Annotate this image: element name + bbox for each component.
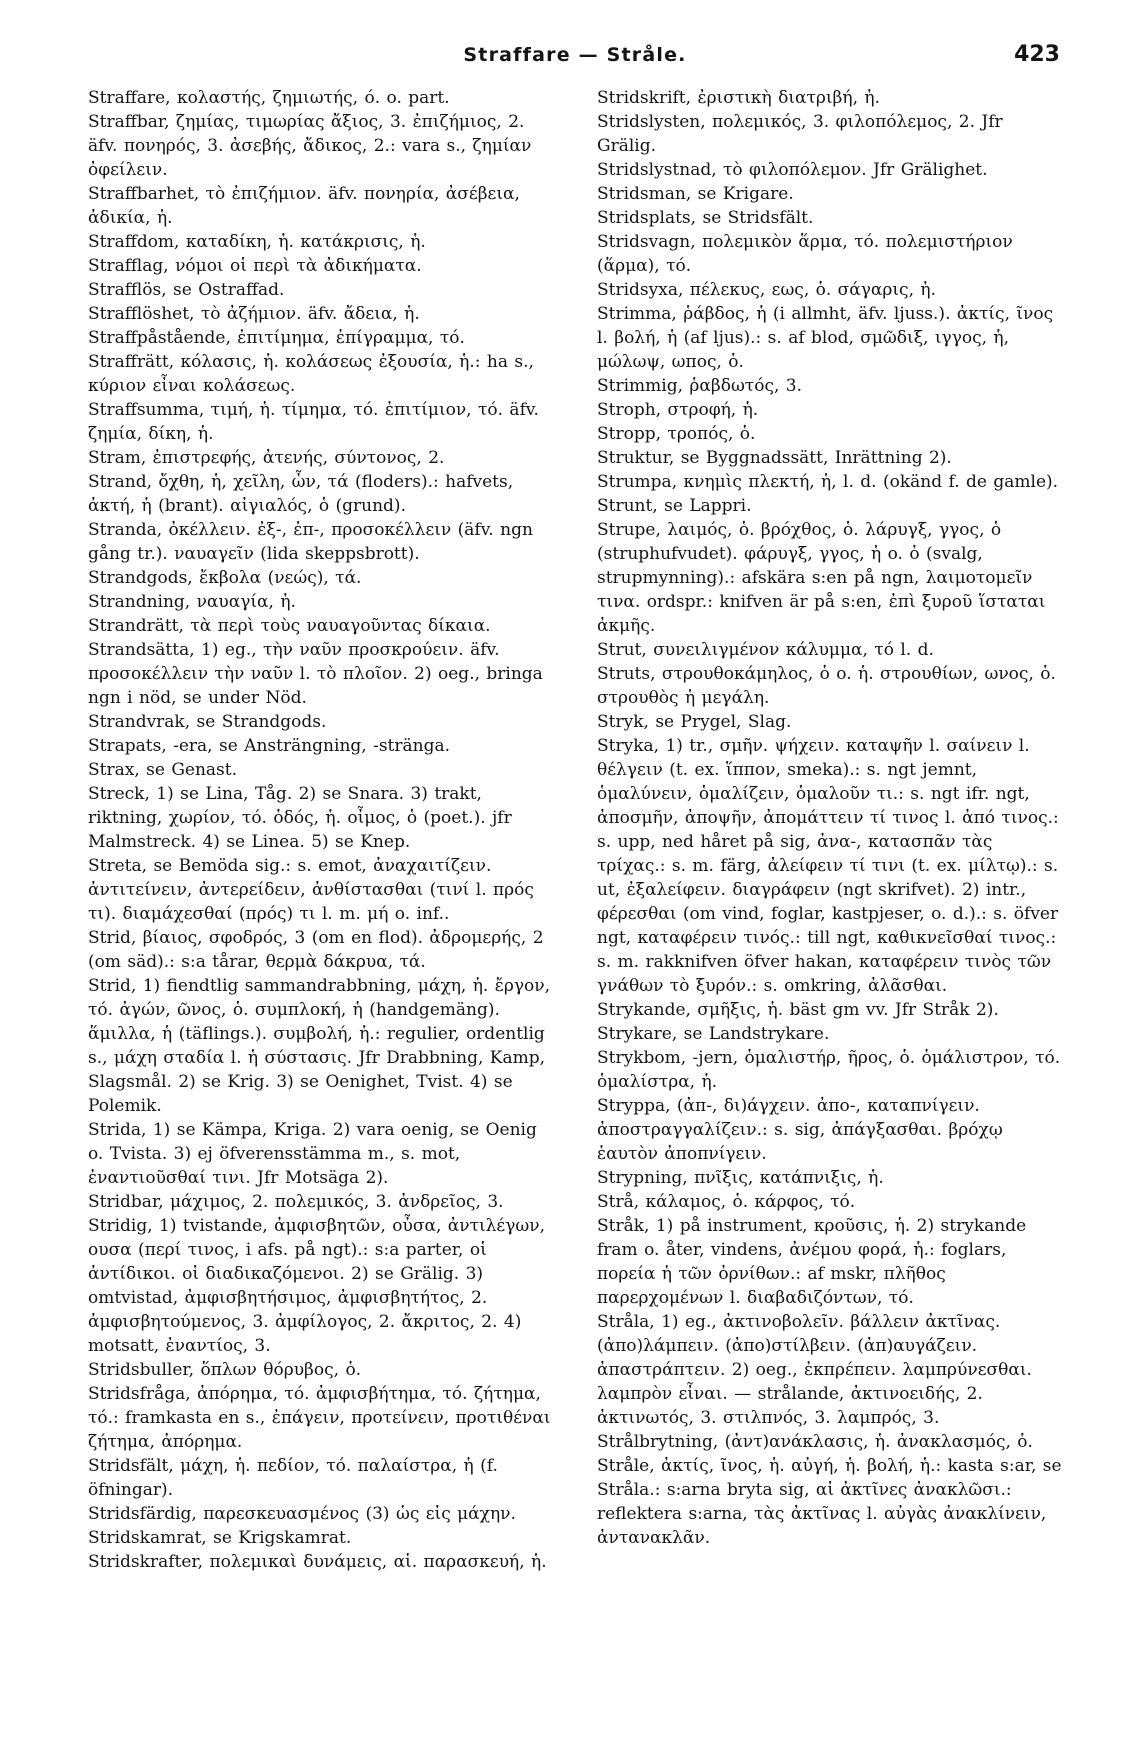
dictionary-entry: Strandrätt, τὰ περὶ τοὺς ναυαγοῦντας δίκαια. xyxy=(88,616,491,636)
dictionary-entry: Stridskrafter, πολεμικαὶ δυνάμεις, αἱ. παρασκευή, ἡ. xyxy=(88,1552,547,1572)
dictionary-entry: Strandgods, ἔκβολα (νεώς), τά. xyxy=(88,568,362,588)
dictionary-entry: Stråle, ἀκτίς, ῖνος, ἡ. αὐγή, ἡ. βολή, ἡ.: kasta s:ar, se Stråla.: s:arna bryta sig, αἱ ἀκτῖνες ἀνακλῶσι.: reflektera s:arna, τὰς ἀκτῖνας l. αὐγὰς ἀνακλίνειν, ἀντανακλᾶν. xyxy=(597,1456,1062,1548)
dictionary-entry: Strandvrak, se Strandgods. xyxy=(88,712,327,732)
dictionary-entry: Stryka, 1) tr., σμῆν. ψήχειν. καταψῆν l. σαίνειν l. θέλγειν (t. ex. ἵππον, smeka).: s. ngt jemnt, ὁμαλύνειν, ὁμαλίζειν, ὁμαλοῦν τι.: s. ngt ifr. ngt, ἀποσμῆν, ἀποψῆν, ἀπομάττειν τί τινος l. ἀπό τινος.: s. upp, ned håret på sig, ἀνα-, κατασπᾶν τὰς τρίχας.: s. m. färg, ἀλείφειν τί τινι (t. ex. μίλτῳ).: s. ut, ἐξαλείφειν. διαγράφειν (ngt skrifvet). 2) intr., φέρεσθαι (om vind, foglar, kastpjeser, o. d.).: s. öfver ngt, καταφέρειν τινός.: till ngt, καθικνεῖσθαί τινος.: s. m. rakknifven öfver hakan, καταφέρειν τινὸς τῶν γνάθων τὸ ξυρόν.: s. omkring, ἀλᾶσθαι. xyxy=(597,736,1059,996)
dictionary-entry: Strandsätta, 1) eg., τὴν ναῦν προσκρούειν. äfv. προσοκέλλειν τὴν ναῦν l. τὸ πλοῖον. 2) oeg., bringa ngn i nöd, se under Nöd. xyxy=(88,640,543,708)
dictionary-entry: Stryk, se Prygel, Slag. xyxy=(597,712,792,732)
dictionary-entry: Straffdom, καταδίκη, ἡ. κατάκρισις, ἡ. xyxy=(88,232,426,252)
dictionary-entry: Strid, βίαιος, σφοδρός, 3 (om en flod). ἀδρομερής, 2 (om säd).: s:a tårar, θερμὰ δάκρυα, τά. xyxy=(88,928,544,972)
dictionary-entry: Stridsplats, se Stridsfält. xyxy=(597,208,814,228)
dictionary-entry: Strykande, σμῆξις, ἡ. bäst gm vv. Jfr Stråk 2). xyxy=(597,1000,999,1020)
dictionary-entry: Struktur, se Byggnadssätt, Inrättning 2). xyxy=(597,448,952,468)
running-head: Straffare — Stråle. xyxy=(463,44,687,66)
dictionary-entry: Straffpåstående, ἐπιτίμημα, ἐπίγραμμα, τό. xyxy=(88,328,465,348)
dictionary-entry: Strid, 1) fiendtlig sammandrabbning, μάχη, ἡ. ἔργον, τό. ἀγών, ῶνος, ὁ. συμπλοκή, ἡ (handgemäng). ἅμιλλα, ἡ (täflings.). συμβολή, ἡ.: regulier, ordentlig s., μάχη σταδία l. ἡ σύστασις. Jfr Drabbning, Kamp, Slagsmål. 2) se Krig. 3) se Oenighet, Tvist. 4) se Polemik. xyxy=(88,976,550,1116)
dictionary-entry: Strimma, ῥάβδος, ἡ (i allmht, äfv. ljuss.). ἀκτίς, ῖνος l. βολή, ἡ (af ljus).: s. af blod, σμῶδιξ, ιγγος, ἡ, μώλωψ, ωπος, ὁ. xyxy=(597,304,1054,372)
dictionary-entry: Straffbar, ζημίας, τιμωρίας ἄξιος, 3. ἐπιζήμιος, 2. äfv. πονηρός, 3. ἀσεβής, ἄδικος, 2.: vara s., ζημίαν ὀφείλειν. xyxy=(88,112,532,180)
dictionary-entry: Streck, 1) se Lina, Tåg. 2) se Snara. 3) trakt, riktning, χωρίον, τό. ὁδός, ἡ. οἶμος, ὁ (poet.). jfr Malmstreck. 4) se Linea. 5) se Knep. xyxy=(88,784,512,852)
dictionary-entry: Strumpa, κνημὶς πλεκτή, ἡ, l. d. (okänd f. de gamle). xyxy=(597,472,1059,492)
dictionary-entry: Stridslystnad, τὸ φιλοπόλεμον. Jfr Grälighet. xyxy=(597,160,988,180)
dictionary-entry: Straffbarhet, τὸ ἐπιζήμιον. äfv. πονηρία, ἀσέβεια, ἀδικία, ἡ. xyxy=(88,184,520,228)
right-column xyxy=(597,86,1067,1550)
dictionary-entry: Strafflöshet, τὸ ἀζήμιον. äfv. ἄδεια, ἡ. xyxy=(88,304,420,324)
dictionary-entry: Strå, κάλαμος, ὁ. κάρφος, τό. xyxy=(597,1192,856,1212)
dictionary-entry: Strimmig, ῥαβδωτός, 3. xyxy=(597,376,802,396)
dictionary-entry: Straffsumma, τιμή, ἡ. τίμημα, τό. ἐπιτίμιον, τό. äfv. ζημία, δίκη, ἡ. xyxy=(88,400,539,444)
page-header xyxy=(90,40,1060,80)
dictionary-entry: Stridskrift, ἐριστικὴ διατριβή, ἡ. xyxy=(597,88,880,108)
dictionary-entry: Straffare, κολαστής, ζημιωτής, ό. o. part. xyxy=(88,88,450,108)
dictionary-entry: Stråk, 1) på instrument, κροῦσις, ἡ. 2) strykande fram o. åter, vindens, ἀνέμου φορά, ἡ.: foglars, πορεία ἡ τῶν ὀρνίθων.: af mskr, πλῆθος παρερχομένων l. διαβαδιζόντων, τό. xyxy=(597,1216,1027,1308)
dictionary-entry: Stridsfärdig, παρεσκευασμένος (3) ὡς εἰς μάχην. xyxy=(88,1504,516,1524)
dictionary-entry: Strand, ὄχθη, ἡ, χεῖλη, ὧν, τά (floders).: hafvets, ἀκτή, ἡ (brant). αἰγιαλός, ὁ (grund). xyxy=(88,472,514,516)
dictionary-entry: Stridsyxa, πέλεκυς, εως, ὁ. σάγαρις, ἡ. xyxy=(597,280,936,300)
dictionary-entry: Strida, 1) se Kämpa, Kriga. 2) vara oenig, se Oenig o. Tvista. 3) ej öfverensstämma m., s. mot, ἐναντιοῦσθαί τινι. Jfr Motsäga 2). xyxy=(88,1120,537,1188)
dictionary-entry: Strykare, se Landstrykare. xyxy=(597,1024,830,1044)
dictionary-entry: Struts, στρουθοκάμηλος, ὁ o. ἡ. στρουθίων, ωνος, ὁ. στρουθὸς ἡ μεγάλη. xyxy=(597,664,1056,708)
dictionary-entry: Stridsfråga, ἀπόρημα, τό. ἀμφισβήτημα, τό. ζήτημα, τό.: framkasta en s., ἐπάγειν, προτείνειν, προτιθέναι ζήτημα, ἀπόρημα. xyxy=(88,1384,551,1452)
dictionary-entry: Stridskamrat, se Krigskamrat. xyxy=(88,1528,352,1548)
dictionary-entry: Stridig, 1) tvistande, ἀμφισβητῶν, οὖσα, ἀντιλέγων, ουσα (περί τινος, i afs. på ngt).: s:a parter, οἱ ἀντίδικοι. οἱ διαδικαζόμενοι. 2) se Grälig. 3) omtvistad, ἀμφισβητήσιμος, ἀμφισβητήτος, 2. ἀμφισβητούμενος, 3. ἀμφίλογος, 2. ἄκριτος, 2. 4) motsatt, ἐναντίος, 3. xyxy=(88,1216,545,1356)
dictionary-entry: Strypning, πνῖξις, κατάπνιξις, ἡ. xyxy=(597,1168,884,1188)
dictionary-entry: Strut, συνειλιγμένον κάλυμμα, τό l. d. xyxy=(597,640,934,660)
dictionary-entry: Stridslysten, πολεμικός, 3. φιλοπόλεμος, 2. Jfr Grälig. xyxy=(597,112,1003,156)
page-number: 423 xyxy=(1014,42,1060,67)
dictionary-entry: Strupe, λαιμός, ὁ. βρόχθος, ὁ. λάρυγξ, γγος, ὁ (struphufvudet). φάρυγξ, γγος, ἡ o. ὁ (svalg, strupmynning).: afskära s:en på ngn, λαιμοτομεῖν τινα. ordspr.: knifven är på s:en, ἐπὶ ξυροῦ ἵσταται ἀκμῆς. xyxy=(597,520,1046,636)
dictionary-entry: Streta, se Bemöda sig.: s. emot, ἀναχαιτίζειν. ἀντιτείνειν, ἀντερείδειν, ἀνθίστασθαι (τινί l. πρός τι). διαμάχεσθαί (πρός) τι l. m. μή o. inf.. xyxy=(88,856,534,924)
dictionary-entry: Stridsvagn, πολεμικὸν ἅρμα, τό. πολεμιστήριον (ἅρμα), τό. xyxy=(597,232,1013,276)
dictionary-entry: Stridsman, se Krigare. xyxy=(597,184,794,204)
dictionary-entry: Stropp, τροπός, ὁ. xyxy=(597,424,756,444)
dictionary-entry: Strafflös, se Ostraffad. xyxy=(88,280,285,300)
dictionary-entry: Stranda, ὀκέλλειν. ἐξ-, ἐπ-, προσοκέλλειν (äfv. ngn gång tr.). ναυαγεῖν (lida skeppsbrott). xyxy=(88,520,533,564)
dictionary-entry: Stram, ἐπιστρεφής, ἀτενής, σύντονος, 2. xyxy=(88,448,445,468)
dictionary-entry: Stryppa, (ἀπ-, δι)άγχειν. ἀπο-, καταπνίγειν. ἀποστραγγαλίζειν.: s. sig, ἀπάγξασθαι. βρόχῳ ἑαυτὸν ἀποπνίγειν. xyxy=(597,1096,1003,1164)
dictionary-entry: Strax, se Genast. xyxy=(88,760,238,780)
dictionary-entry: Stråla, 1) eg., ἀκτινοβολεῖν. βάλλειν ἀκτῖνας. (ἀπο)λάμπειν. (ἀπο)στίλβειν. (ἀπ)αυγάζειν. ἀπαστράπτειν. 2) oeg., ἐκπρέπειν. λαμπρύνεσθαι. λαμπρὸν εἶναι. — strålande, ἀκτινοειδής, 2. ἀκτινωτός, 3. στιλπνός, 3. λαμπρός, 3. xyxy=(597,1312,1032,1428)
dictionary-entry: Stridbar, μάχιμος, 2. πολεμικός, 3. ἀνδρεῖος, 3. xyxy=(88,1192,504,1212)
dictionary-entry: Strafflag, νόμοι οἱ περὶ τὰ ἀδικήματα. xyxy=(88,256,422,276)
dictionary-entry: Stridsfält, μάχη, ἡ. πεδίον, τό. παλαίστρα, ἡ (f. öfningar). xyxy=(88,1456,498,1500)
dictionary-entry: Strandning, ναυαγία, ἡ. xyxy=(88,592,296,612)
dictionary-entry: Strunt, se Lappri. xyxy=(597,496,752,516)
dictionary-entry: Strapats, -era, se Ansträngning, -stränga. xyxy=(88,736,451,756)
dictionary-entry: Strålbrytning, (ἀντ)ανάκλασις, ἡ. ἀνακλασμός, ὁ. xyxy=(597,1432,1033,1452)
dictionary-entry: Straffrätt, κόλασις, ἡ. κολάσεως ἐξουσία, ἡ.: ha s., κύριον εἶναι κολάσεως. xyxy=(88,352,534,396)
dictionary-entry: Stroph, στροφή, ἡ. xyxy=(597,400,759,420)
left-column xyxy=(88,86,558,1574)
dictionary-entry: Strykbom, -jern, ὁμαλιστήρ, ῆρος, ὁ. ὁμάλιστρον, τό. ὁμαλίστρα, ἡ. xyxy=(597,1048,1061,1092)
dictionary-entry: Stridsbuller, ὅπλων θόρυβος, ὁ. xyxy=(88,1360,362,1380)
